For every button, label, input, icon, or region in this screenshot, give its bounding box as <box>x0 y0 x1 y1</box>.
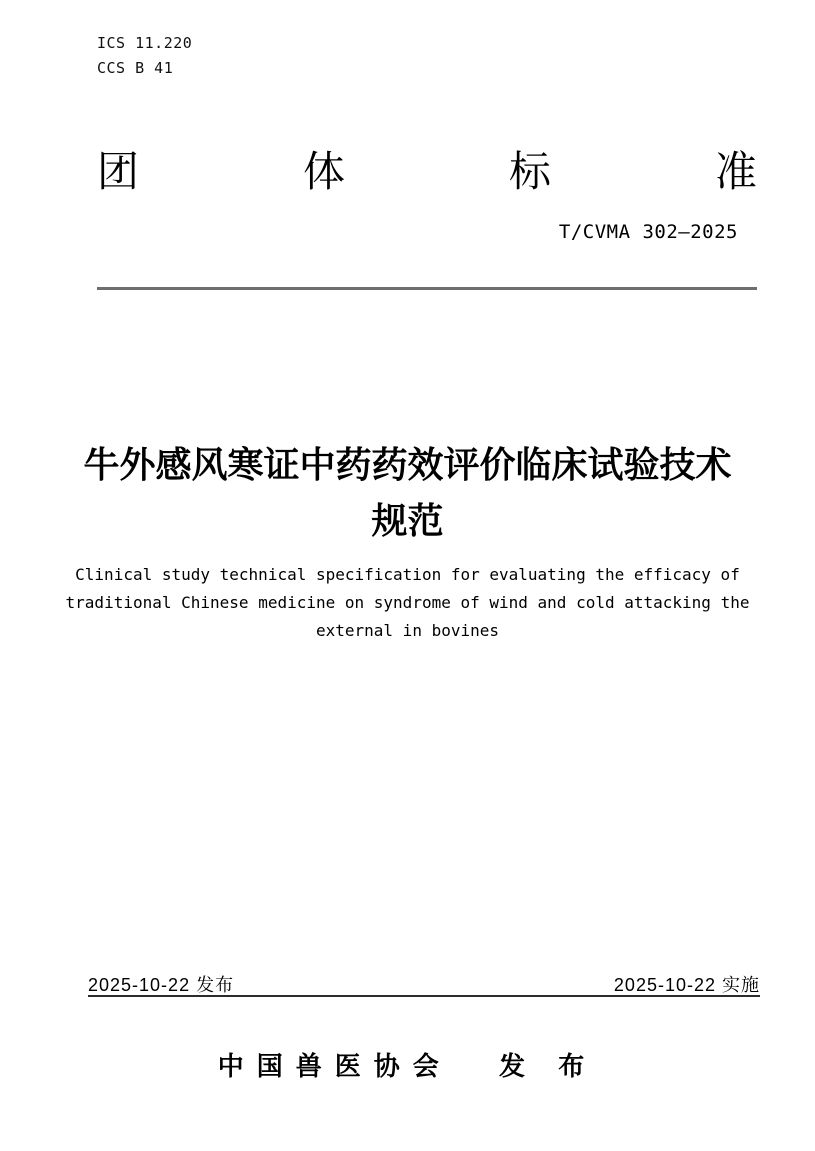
header-rule <box>97 287 757 290</box>
standard-type-char: 标 <box>508 148 551 195</box>
standard-type-char: 准 <box>714 148 757 195</box>
dates-row <box>88 971 760 997</box>
standard-type-char: 团 <box>97 148 140 195</box>
standard-type-title <box>97 150 757 194</box>
standard-type-char: 体 <box>302 148 345 195</box>
implement-date: 2025-10-22 实施 <box>613 975 760 995</box>
document-title-en <box>0 561 815 645</box>
publisher-row <box>0 1046 815 1083</box>
title-zh-line: 规范 <box>371 500 444 541</box>
ics-code: ICS 11.220 <box>97 34 193 52</box>
standard-number: T/CVMA 302—2025 <box>558 221 738 243</box>
ccs-code: CCS B 41 <box>97 59 174 77</box>
publisher-name: 中国兽医协会 <box>217 1051 452 1081</box>
dates-rule <box>88 995 760 997</box>
title-zh-line: 牛外感风寒证中药药效评价临床试验技术 <box>83 444 732 485</box>
title-en-line: external in bovines <box>315 621 500 640</box>
title-en-line: traditional Chinese medicine on syndrome of wind and cold attacking the <box>65 593 750 612</box>
document-title-zh <box>0 437 815 549</box>
title-en-line: Clinical study technical specification for evaluating the efficacy of <box>75 565 740 584</box>
issue-date: 2025-10-22 发布 <box>88 975 235 995</box>
publish-action-label: 发 布 <box>499 1051 598 1081</box>
ics-ccs-block <box>97 31 192 81</box>
